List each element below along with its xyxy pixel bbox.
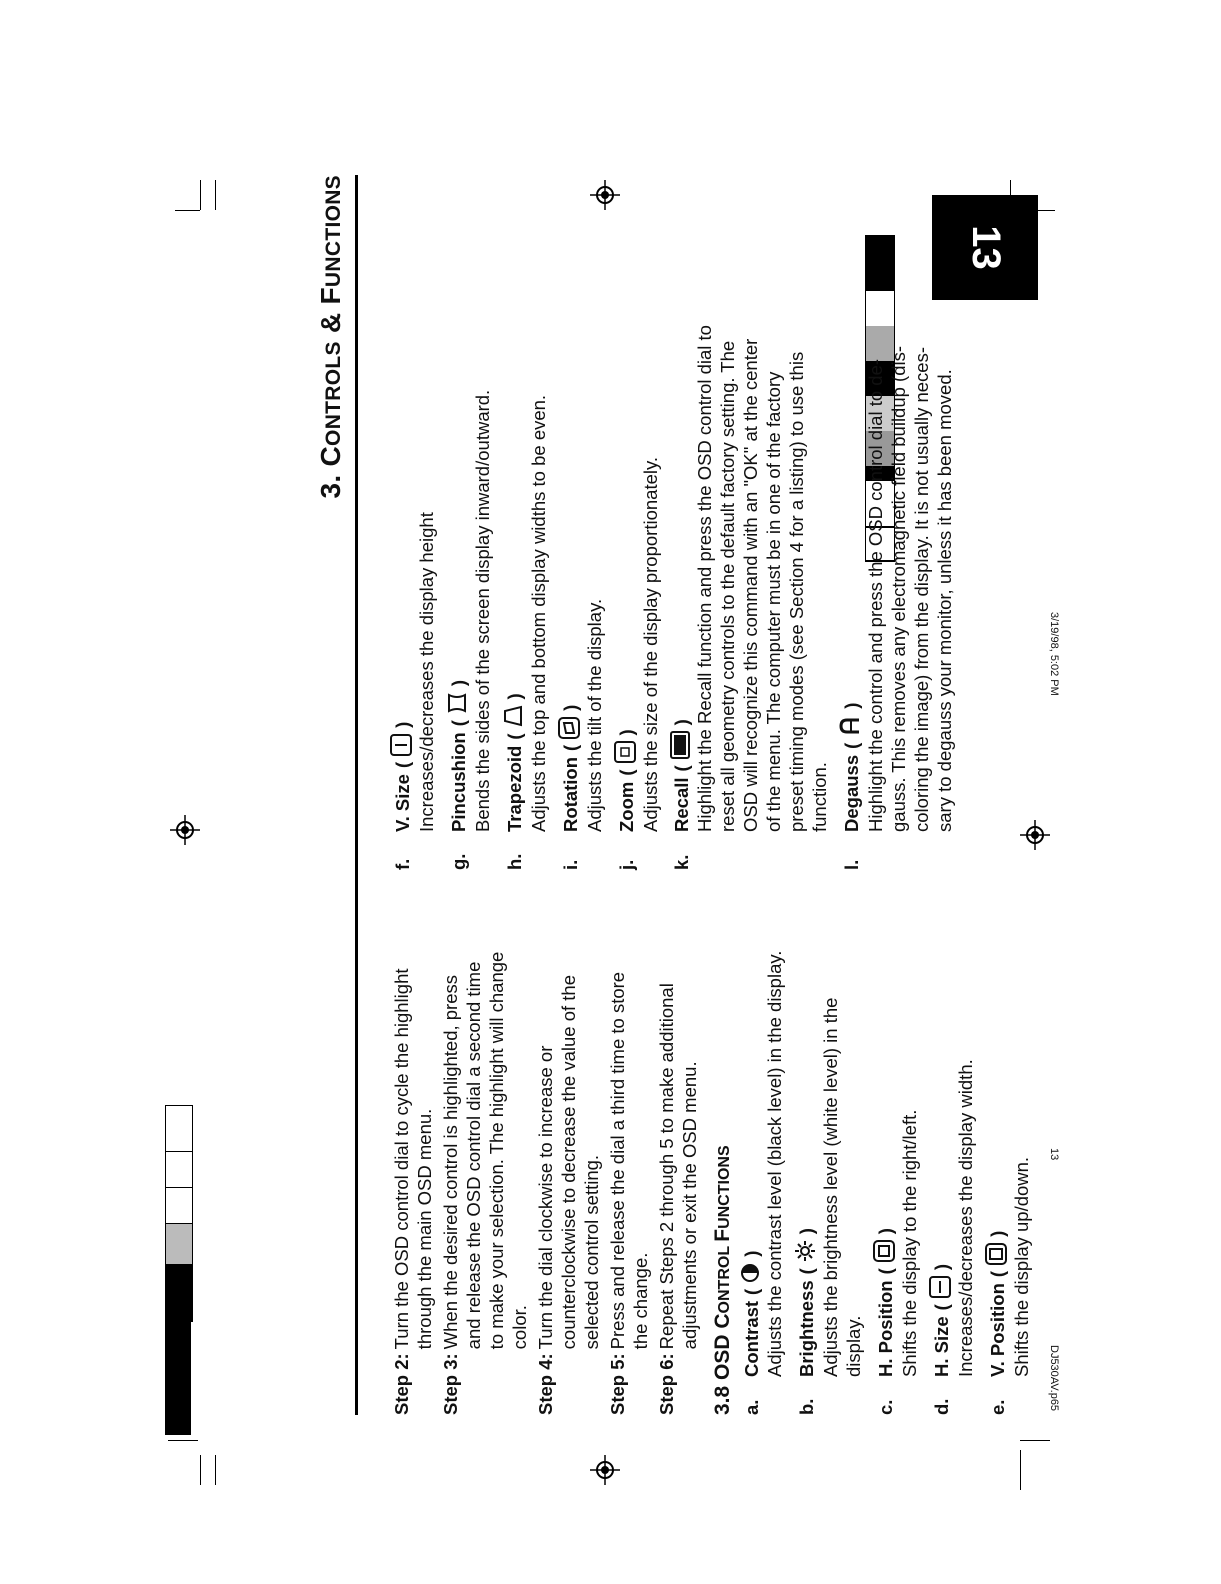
step-text: When the desired control is highlighted, press and release the OSD control dial a second time to make your selection. The highlight will change color. xyxy=(440,951,530,1350)
control-name: Rotation xyxy=(560,756,581,832)
control-name: V. Position xyxy=(987,1283,1008,1377)
step-text: Press and release the dial a third time to store the change. xyxy=(607,971,651,1350)
control-item-pincushion xyxy=(446,325,494,870)
paren-open: ( xyxy=(504,733,525,740)
color-bar-top xyxy=(165,1105,193,1322)
control-name: H. Size xyxy=(931,1316,952,1377)
control-description: Increases/decreases the display width. xyxy=(955,1059,976,1377)
control-item-h-size xyxy=(929,945,977,1415)
paren-open: ( xyxy=(931,1304,952,1311)
paren-close: ) xyxy=(392,721,413,728)
step-text: Turn the dial clockwise to increase or counterclockwise to decrease the value of the selected control setting. xyxy=(535,974,602,1350)
control-item-v-position xyxy=(985,945,1033,1415)
paren-close: ) xyxy=(504,693,525,700)
control-description: Adjusts the contrast level (black level) in the display. xyxy=(764,950,785,1377)
control-description: Shifts the display to the right/left. xyxy=(899,1109,920,1377)
step-text: Repeat Steps 2 through 5 to make additional adjustments or exit the OSD menu. xyxy=(656,983,700,1350)
control-item-contrast xyxy=(740,945,786,1415)
control-item-zoom xyxy=(614,325,662,870)
page-content xyxy=(280,175,1040,1415)
control-description: Highlight the control and press the OSD control dial to de-gauss. This removes any electromagnetic field buildup (dis-coloring the image) from the display. It is not usually neces-sary to degauss your monitor, unless it has been moved. xyxy=(865,345,955,832)
control-name: Pincushion xyxy=(448,732,469,832)
control-heading xyxy=(390,325,415,870)
item-letter: e. xyxy=(987,1399,1008,1415)
control-name: Contrast xyxy=(741,1300,762,1377)
paren-close: ) xyxy=(741,1250,762,1257)
control-name: Recall xyxy=(671,777,692,832)
control-item-v-size xyxy=(390,325,438,870)
control-item-h-position xyxy=(873,945,921,1415)
registration-mark-icon xyxy=(170,815,200,845)
footer-page: 13 xyxy=(1048,1148,1060,1161)
column-right xyxy=(390,325,964,870)
crop-mark xyxy=(215,180,216,210)
item-letter: g. xyxy=(448,853,469,870)
control-description: Bends the sides of the screen display inward/outward. xyxy=(472,389,493,832)
step-5 xyxy=(606,945,652,1415)
item-letter: k. xyxy=(671,854,692,870)
crop-mark xyxy=(200,1455,201,1485)
paren-close: ) xyxy=(560,704,581,711)
crop-mark xyxy=(200,180,201,210)
control-description: Adjusts the brightness level (white level) in the display. xyxy=(820,997,864,1377)
item-letter: h. xyxy=(504,853,525,870)
paren-open: ( xyxy=(875,1268,896,1275)
paren-close: ) xyxy=(931,1263,952,1271)
paren-close: ) xyxy=(796,1228,817,1235)
control-name: H. Position xyxy=(875,1280,896,1377)
paren-close: ) xyxy=(987,1230,1008,1237)
control-heading xyxy=(740,945,763,1415)
control-name: Brightness xyxy=(796,1280,817,1377)
control-name: Trapezoid xyxy=(504,745,525,832)
control-item-degauss xyxy=(839,325,956,870)
footer-file: DJ530AV.p65 xyxy=(1048,1345,1060,1412)
control-description: Adjusts the top and bottom display widths to be even. xyxy=(528,394,549,832)
paren-close: ) xyxy=(616,729,637,736)
crop-mark xyxy=(168,1440,198,1441)
paren-open: ( xyxy=(448,720,469,727)
footer-timestamp: 3/19/98, 5:02 PM xyxy=(1048,612,1060,696)
page-title: 3. CONTROLS & FUNCTIONS xyxy=(315,175,346,499)
control-heading xyxy=(670,325,693,870)
control-description: Adjusts the size of the display proportionately. xyxy=(640,456,661,832)
crop-mark xyxy=(1020,1450,1021,1490)
recall-icon xyxy=(670,731,693,759)
item-letter: d. xyxy=(931,1398,952,1415)
header-rule xyxy=(355,175,358,1415)
item-letter: l. xyxy=(841,859,862,870)
control-heading xyxy=(794,945,819,1415)
trapezoid-icon xyxy=(502,705,527,727)
paren-open: ( xyxy=(841,742,862,749)
degauss-icon xyxy=(839,715,864,737)
paren-close: ) xyxy=(875,1228,896,1235)
step-label: Step 2: xyxy=(391,1353,412,1415)
item-letter: i. xyxy=(560,859,581,870)
registration-mark-icon xyxy=(590,1455,620,1485)
paren-open: ( xyxy=(987,1270,1008,1278)
v-size-icon xyxy=(390,734,415,756)
control-item-trapezoid xyxy=(502,325,550,870)
step-text: Turn the OSD control dial to cycle the highlight through the main OSD menu. xyxy=(391,968,435,1350)
paren-open: ( xyxy=(741,1288,762,1295)
crop-mark xyxy=(1020,1440,1050,1441)
brightness-icon xyxy=(794,1240,819,1262)
pincushion-icon xyxy=(446,692,471,714)
item-letter: f. xyxy=(392,858,413,870)
control-name: Degauss xyxy=(841,754,862,832)
control-heading xyxy=(839,325,864,870)
step-label: Step 3: xyxy=(440,1353,461,1415)
rotation-icon xyxy=(558,717,583,739)
control-heading xyxy=(502,325,527,870)
zoom-icon xyxy=(614,741,639,763)
control-name: Zoom xyxy=(616,781,637,832)
control-heading xyxy=(558,325,583,870)
control-description: Shifts the display up/down. xyxy=(1011,1156,1032,1377)
color-bar-top-dark xyxy=(165,1320,191,1435)
control-description: Adjusts the tilt of the display. xyxy=(584,598,605,832)
control-heading xyxy=(929,945,954,1415)
contrast-icon xyxy=(740,1263,763,1283)
h-position-icon xyxy=(873,1240,898,1262)
paren-open: ( xyxy=(671,765,692,772)
page-tab-number: 13 xyxy=(963,225,1008,270)
column-left xyxy=(390,945,1041,1415)
item-letter: b. xyxy=(796,1398,817,1415)
crop-mark xyxy=(215,1455,216,1485)
item-letter: c. xyxy=(875,1399,896,1415)
paren-close: ) xyxy=(841,702,862,709)
paren-close: ) xyxy=(448,679,469,687)
crop-mark xyxy=(175,210,200,211)
step-4 xyxy=(534,945,603,1415)
control-item-recall xyxy=(670,325,831,870)
control-name: V. Size xyxy=(392,774,413,832)
paren-close: ) xyxy=(671,719,692,726)
step-3 xyxy=(439,945,531,1415)
paren-open: ( xyxy=(560,744,581,751)
control-heading xyxy=(614,325,639,870)
control-heading xyxy=(446,325,471,870)
paren-open: ( xyxy=(392,761,413,769)
control-heading xyxy=(985,945,1010,1415)
step-2 xyxy=(390,945,436,1415)
item-letter: j. xyxy=(616,859,637,870)
h-size-icon xyxy=(929,1276,954,1298)
control-item-brightness xyxy=(794,945,865,1415)
control-heading xyxy=(873,945,898,1415)
step-label: Step 4: xyxy=(535,1353,556,1415)
section-heading: 3.8 OSD CONTROL FUNCTIONS xyxy=(711,1145,734,1415)
item-letter: a. xyxy=(741,1399,762,1415)
control-item-rotation xyxy=(558,325,606,870)
step-label: Step 6: xyxy=(656,1353,677,1415)
paren-open: ( xyxy=(796,1268,817,1275)
v-position-icon xyxy=(985,1243,1010,1265)
paren-open: ( xyxy=(616,769,637,776)
control-description: Increases/decreases the display height xyxy=(416,512,437,832)
step-6 xyxy=(655,945,701,1415)
step-label: Step 5: xyxy=(607,1353,628,1415)
control-description: Highlight the Recall function and press the OSD control dial to reset all geometry controls to the default factory setting. The OSD will recognize this command with an "OK" at the center of the menu. The computer must be in one of the factory preset timing modes (see Section 4 for a listing) to use this function. xyxy=(694,325,830,832)
